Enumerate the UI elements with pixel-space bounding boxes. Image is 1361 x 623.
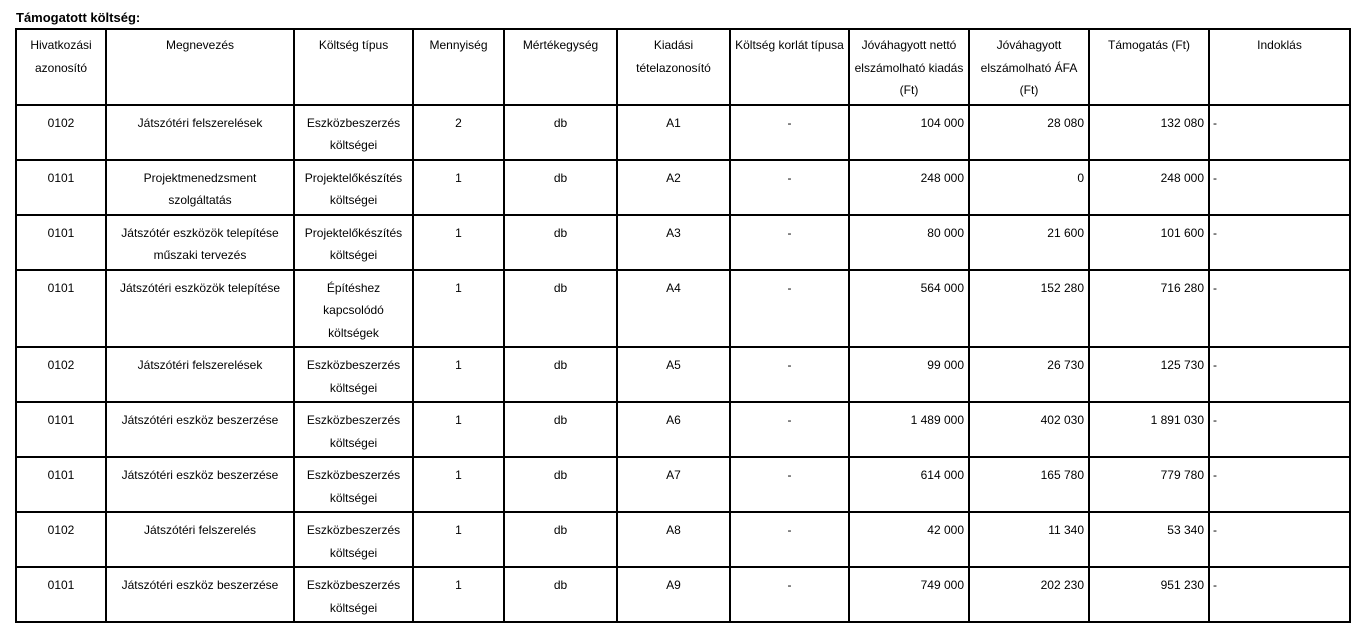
cell-cost-type: Eszközbeszerzés költségei (294, 457, 413, 512)
cell-approved-vat: 0 (969, 160, 1089, 215)
column-header-name: Megnevezés (106, 29, 294, 105)
cell-cost-limit-type: - (730, 347, 849, 402)
column-header-support: Támogatás (Ft) (1089, 29, 1209, 105)
cell-item-id: A6 (617, 402, 730, 457)
cell-support: 716 280 (1089, 270, 1209, 348)
cell-support: 951 230 (1089, 567, 1209, 622)
cell-quantity: 1 (413, 402, 504, 457)
cell-cost-type: Projektelőkészítés költségei (294, 215, 413, 270)
cell-justification: - (1209, 512, 1350, 567)
cell-approved-vat: 165 780 (969, 457, 1089, 512)
cell-approved-net: 248 000 (849, 160, 969, 215)
cell-name: Projektmenedzsment szolgáltatás (106, 160, 294, 215)
cell-reference-id: 0101 (16, 567, 106, 622)
cell-reference-id: 0102 (16, 347, 106, 402)
cell-approved-net: 614 000 (849, 457, 969, 512)
cell-quantity: 1 (413, 457, 504, 512)
cell-unit: db (504, 215, 617, 270)
cell-quantity: 1 (413, 270, 504, 348)
cell-cost-limit-type: - (730, 567, 849, 622)
cell-justification: - (1209, 105, 1350, 160)
cell-reference-id: 0102 (16, 512, 106, 567)
cell-quantity: 1 (413, 512, 504, 567)
cell-justification: - (1209, 215, 1350, 270)
cell-item-id: A5 (617, 347, 730, 402)
cell-justification: - (1209, 457, 1350, 512)
table-row (16, 215, 1350, 270)
cell-approved-vat: 28 080 (969, 105, 1089, 160)
table-row (16, 347, 1350, 402)
table-row (16, 402, 1350, 457)
cell-item-id: A1 (617, 105, 730, 160)
cell-reference-id: 0101 (16, 160, 106, 215)
cell-cost-type: Eszközbeszerzés költségei (294, 512, 413, 567)
cell-approved-net: 1 489 000 (849, 402, 969, 457)
cell-name: Játszótéri eszközök telepítése (106, 270, 294, 348)
cell-justification: - (1209, 160, 1350, 215)
cell-approved-vat: 21 600 (969, 215, 1089, 270)
cell-item-id: A7 (617, 457, 730, 512)
table-row (16, 160, 1350, 215)
cell-cost-limit-type: - (730, 402, 849, 457)
cell-cost-type: Eszközbeszerzés költségei (294, 567, 413, 622)
cell-justification: - (1209, 567, 1350, 622)
cell-approved-vat: 202 230 (969, 567, 1089, 622)
cell-approved-vat: 26 730 (969, 347, 1089, 402)
cell-cost-limit-type: - (730, 105, 849, 160)
table-row (16, 270, 1350, 348)
table-row (16, 105, 1350, 160)
column-header-approved-vat: Jóváhagyott elszámolható ÁFA (Ft) (969, 29, 1089, 105)
cell-approved-net: 104 000 (849, 105, 969, 160)
column-header-approved-net: Jóváhagyott nettó elszámolható kiadás (Ft) (849, 29, 969, 105)
cell-approved-net: 42 000 (849, 512, 969, 567)
cell-quantity: 1 (413, 347, 504, 402)
column-header-reference-id: Hivatkozási azonosító (16, 29, 106, 105)
cell-reference-id: 0101 (16, 402, 106, 457)
cell-approved-net: 564 000 (849, 270, 969, 348)
cell-approved-net: 80 000 (849, 215, 969, 270)
cell-approved-vat: 402 030 (969, 402, 1089, 457)
cell-justification: - (1209, 402, 1350, 457)
cell-quantity: 1 (413, 567, 504, 622)
cell-cost-type: Projektelőkészítés költségei (294, 160, 413, 215)
cell-reference-id: 0101 (16, 215, 106, 270)
cell-cost-type: Építéshez kapcsolódó költségek (294, 270, 413, 348)
column-header-quantity: Mennyiség (413, 29, 504, 105)
cell-reference-id: 0101 (16, 270, 106, 348)
cell-unit: db (504, 160, 617, 215)
cell-name: Játszótéri eszköz beszerzése (106, 402, 294, 457)
cell-item-id: A8 (617, 512, 730, 567)
cell-cost-limit-type: - (730, 215, 849, 270)
cell-support: 1 891 030 (1089, 402, 1209, 457)
cell-name: Játszótéri felszerelés (106, 512, 294, 567)
cell-quantity: 1 (413, 215, 504, 270)
cell-name: Játszótér eszközök telepítése műszaki tervezés (106, 215, 294, 270)
cell-support: 779 780 (1089, 457, 1209, 512)
cell-name: Játszótéri felszerelések (106, 105, 294, 160)
cell-cost-limit-type: - (730, 512, 849, 567)
cell-support: 132 080 (1089, 105, 1209, 160)
cell-item-id: A2 (617, 160, 730, 215)
cell-unit: db (504, 457, 617, 512)
cell-cost-limit-type: - (730, 160, 849, 215)
cell-unit: db (504, 402, 617, 457)
cell-unit: db (504, 512, 617, 567)
cell-support: 101 600 (1089, 215, 1209, 270)
cell-item-id: A3 (617, 215, 730, 270)
cell-approved-net: 749 000 (849, 567, 969, 622)
column-header-unit: Mértékegység (504, 29, 617, 105)
section-title: Támogatott költség: (16, 10, 141, 25)
cell-cost-limit-type: - (730, 457, 849, 512)
cell-cost-limit-type: - (730, 270, 849, 348)
column-header-justification: Indoklás (1209, 29, 1350, 105)
cell-name: Játszótéri eszköz beszerzése (106, 457, 294, 512)
table-row (16, 457, 1350, 512)
column-header-cost-type: Költség típus (294, 29, 413, 105)
cell-justification: - (1209, 347, 1350, 402)
cell-support: 125 730 (1089, 347, 1209, 402)
cell-unit: db (504, 105, 617, 160)
cell-item-id: A4 (617, 270, 730, 348)
cell-unit: db (504, 270, 617, 348)
header-row (16, 29, 1350, 105)
supported-cost-table (15, 28, 1351, 623)
cell-quantity: 2 (413, 105, 504, 160)
cell-support: 53 340 (1089, 512, 1209, 567)
cell-justification: - (1209, 270, 1350, 348)
cell-cost-type: Eszközbeszerzés költségei (294, 347, 413, 402)
cell-unit: db (504, 567, 617, 622)
table-row (16, 512, 1350, 567)
cell-support: 248 000 (1089, 160, 1209, 215)
cell-reference-id: 0102 (16, 105, 106, 160)
cell-reference-id: 0101 (16, 457, 106, 512)
column-header-item-id: Kiadási tételazonosító (617, 29, 730, 105)
cell-name: Játszótéri eszköz beszerzése (106, 567, 294, 622)
cell-unit: db (504, 347, 617, 402)
table-row (16, 567, 1350, 622)
column-header-cost-limit-type: Költség korlát típusa (730, 29, 849, 105)
cell-approved-net: 99 000 (849, 347, 969, 402)
cell-name: Játszótéri felszerelések (106, 347, 294, 402)
cell-cost-type: Eszközbeszerzés költségei (294, 402, 413, 457)
cell-approved-vat: 152 280 (969, 270, 1089, 348)
cell-item-id: A9 (617, 567, 730, 622)
cell-cost-type: Eszközbeszerzés költségei (294, 105, 413, 160)
cell-quantity: 1 (413, 160, 504, 215)
cell-approved-vat: 11 340 (969, 512, 1089, 567)
